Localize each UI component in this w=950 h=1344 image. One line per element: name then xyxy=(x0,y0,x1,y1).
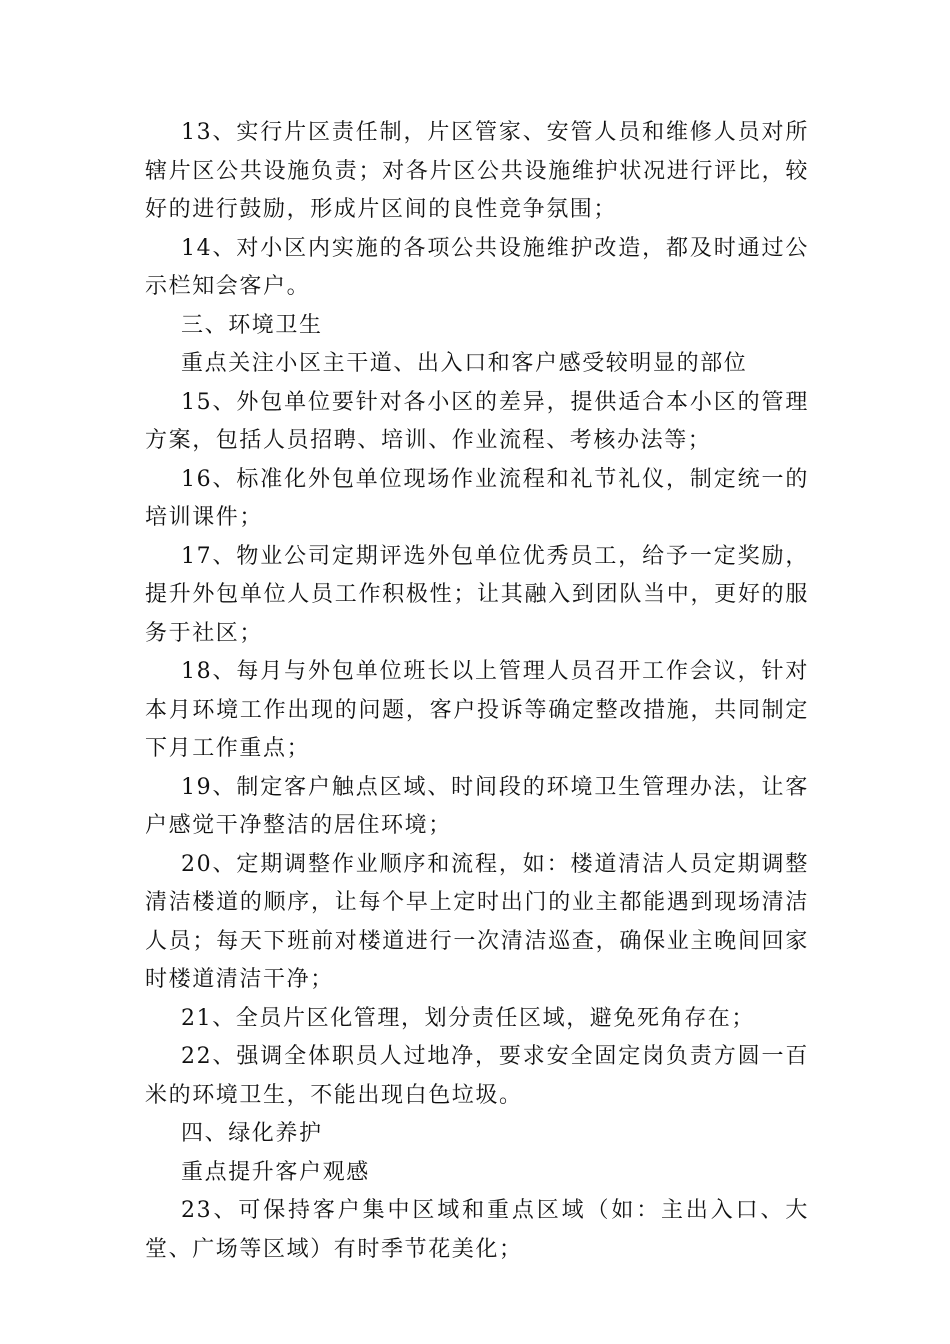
paragraph-item-16: 16、标准化外包单位现场作业流程和礼节礼仪，制定统一的培训课件； xyxy=(145,466,809,530)
paragraph-item-15: 15、外包单位要针对各小区的差异，提供适合本小区的管理方案，包括人员招聘、培训、作业流程、考核办法等； xyxy=(145,389,809,453)
paragraph-item-18: 18、每月与外包单位班长以上管理人员召开工作会议，针对本月环境工作出现的问题，客户投诉等确定整改措施，共同制定下月工作重点； xyxy=(145,659,809,761)
paragraph-item-23: 23、可保持客户集中区域和重点区域（如：主出入口、大堂、广场等区域）有时季节花美化； xyxy=(145,1198,809,1262)
section-heading-environment: 三、环境卫生 xyxy=(181,312,323,338)
paragraph-item-21: 21、全员片区化管理，划分责任区域，避免死角存在； xyxy=(181,1005,755,1031)
section-heading-greening: 四、绿化养护 xyxy=(181,1121,323,1146)
document-body xyxy=(145,114,809,1269)
paragraph-item-20: 20、定期调整作业顺序和流程，如：楼道清洁人员定期调整清洁楼道的顺序，让每个早上定时出门的业主都能遇到现场清洁人员；每天下班前对楼道进行一次清洁巡查，确保业主晚间回家时楼道清洁干净； xyxy=(145,851,809,992)
section-focus-greening: 重点提升客户观感 xyxy=(181,1159,370,1185)
paragraph-item-17: 17、物业公司定期评选外包单位优秀员工，给予一定奖励，提升外包单位人员工作积极性；让其融入到团队当中，更好的服务于社区； xyxy=(145,543,809,646)
paragraph-item-19: 19、制定客户触点区域、时间段的环境卫生管理办法，让客户感觉干净整洁的居住环境； xyxy=(145,774,809,838)
section-focus-environment: 重点关注小区主干道、出入口和客户感受较明显的部位 xyxy=(181,351,748,376)
paragraph-item-22: 22、强调全体职员人过地净，要求安全固定岗负责方圆一百米的环境卫生，不能出现白色垃圾。 xyxy=(145,1044,809,1108)
paragraph-item-13: 13、实行片区责任制，片区管家、安管人员和维修人员对所辖片区公共设施负责；对各片区公共设施维护状况进行评比，较好的进行鼓励，形成片区间的良性竞争氛围； xyxy=(145,120,809,222)
paragraph-item-14: 14、对小区内实施的各项公共设施维护改造，都及时通过公示栏知会客户。 xyxy=(145,235,809,299)
